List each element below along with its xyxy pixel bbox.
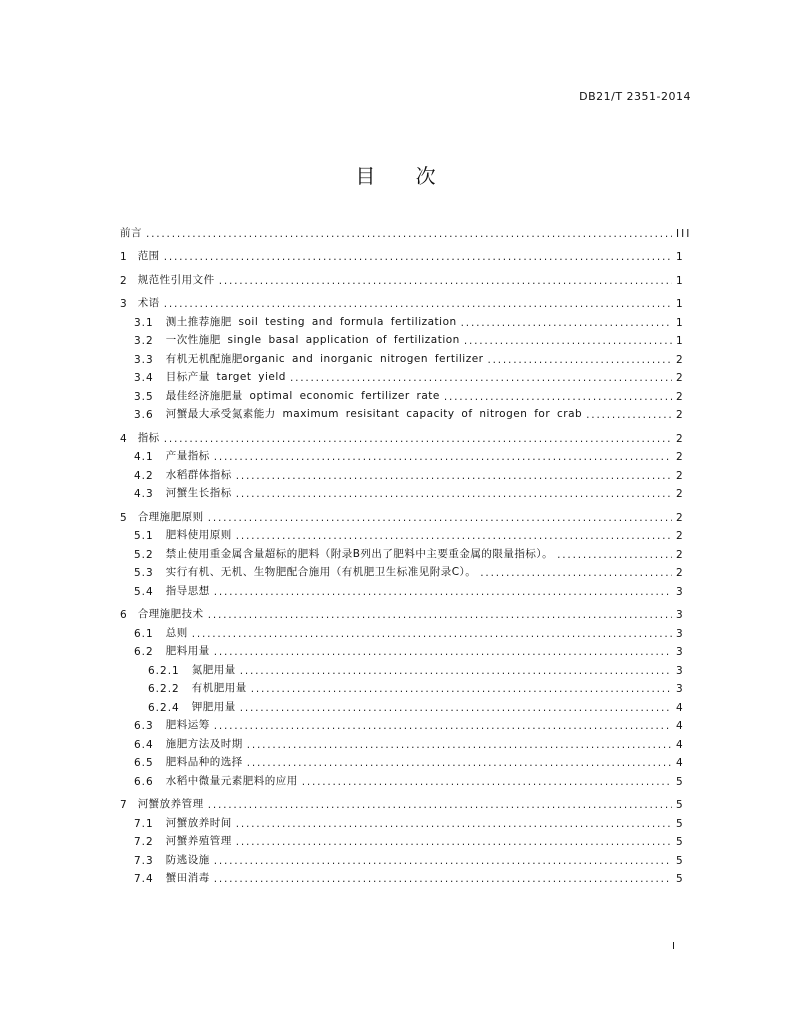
toc-entry-page: 2 xyxy=(676,488,685,500)
toc-entry[interactable] xyxy=(120,426,684,445)
toc-entry-page: 5 xyxy=(676,817,685,830)
toc-entry-page: 2 xyxy=(676,548,685,561)
toc-dot-leader xyxy=(164,433,672,445)
toc-entry[interactable] xyxy=(120,621,684,640)
toc-entry[interactable] xyxy=(120,245,684,264)
toc-entry-number: 4.2 xyxy=(134,469,154,482)
toc-entry-page: 1 xyxy=(676,274,685,287)
toc-entry-page: 5 xyxy=(676,873,685,885)
toc-entry[interactable] xyxy=(120,384,684,403)
toc-entry[interactable] xyxy=(120,524,684,543)
toc-entry-page: 4 xyxy=(676,757,685,769)
toc-entry-number: 6.2.4 xyxy=(148,701,180,714)
toc-dot-leader xyxy=(557,549,672,561)
toc-entry-title: 水稻中微量元素肥料的应用 xyxy=(165,774,298,787)
toc-entry-number: 5.1 xyxy=(134,530,154,542)
toc-entry-number: 7.2 xyxy=(134,836,154,848)
toc-dot-leader xyxy=(464,335,672,347)
toc-entry-page: 2 xyxy=(676,372,685,384)
toc-dot-leader xyxy=(208,799,672,811)
toc-dot-leader xyxy=(586,409,672,421)
toc-entry[interactable] xyxy=(120,751,684,770)
toc-entry-number: 6.6 xyxy=(134,775,154,788)
toc-entry-number: 3.5 xyxy=(134,390,154,403)
toc-entry-title: 术语 xyxy=(137,297,160,309)
toc-entry-page: 1 xyxy=(676,316,685,329)
toc-dot-leader xyxy=(251,683,672,695)
toc-entry[interactable] xyxy=(120,366,684,385)
toc-entry[interactable] xyxy=(120,221,692,240)
toc-entry-number: 6.4 xyxy=(134,738,154,751)
toc-dot-leader xyxy=(240,702,672,714)
toc-entry[interactable] xyxy=(120,542,684,561)
toc-entry[interactable] xyxy=(120,292,684,311)
toc-dot-leader xyxy=(236,818,672,830)
toc-dot-leader xyxy=(236,836,672,848)
toc-entry-title: 指标 xyxy=(137,431,160,444)
toc-entry[interactable] xyxy=(120,445,684,464)
toc-entry-page: 2 xyxy=(676,469,685,482)
toc-entry-number: 3 xyxy=(120,298,128,310)
toc-entry[interactable] xyxy=(120,603,684,622)
toc-dot-leader xyxy=(247,739,672,751)
toc-entry-page: 2 xyxy=(676,511,685,524)
toc-dot-leader xyxy=(247,757,672,769)
toc-entry-title: 河蟹生长指标 xyxy=(165,487,232,499)
toc-entry-title: 河蟹最大承受氮素能力 maximum resisitant capacity of nitrogen for crab xyxy=(165,408,583,420)
toc-entry-page: 3 xyxy=(676,646,685,658)
toc-entry-number: 6.2 xyxy=(134,646,154,658)
toc-entry-page: 1 xyxy=(676,298,685,310)
toc-entry[interactable] xyxy=(120,347,684,366)
toc-dot-leader xyxy=(488,354,673,366)
toc-dot-leader xyxy=(214,451,672,463)
toc-entry-page: 5 xyxy=(676,799,685,811)
toc-entry-number: 6.3 xyxy=(134,720,154,732)
toc-entry-number: 5.4 xyxy=(134,585,154,598)
toc-entry-number: 3.1 xyxy=(134,316,154,329)
toc-dot-leader xyxy=(164,251,672,263)
toc-dot-leader xyxy=(208,609,672,621)
toc-entry-number: 6.5 xyxy=(134,757,154,769)
toc-entry-page: 2 xyxy=(676,409,685,421)
toc-dot-leader xyxy=(214,873,672,885)
toc-entry-page: 3 xyxy=(676,609,685,621)
toc-dot-leader xyxy=(444,391,672,403)
toc-entry-title: 防逃设施 xyxy=(165,853,210,866)
toc-entry[interactable] xyxy=(120,811,684,830)
toc-dot-leader xyxy=(192,628,672,640)
toc-entry-title: 河蟹养殖管理 xyxy=(165,835,232,847)
toc-entry-number: 6.2.1 xyxy=(148,664,180,677)
toc-entry[interactable] xyxy=(120,848,684,867)
toc-entry-page: 3 xyxy=(676,683,685,695)
toc-entry-title: 实行有机、无机、生物肥配合施用（有机肥卫生标准见附录C）。 xyxy=(165,566,477,578)
toc-entry[interactable] xyxy=(120,403,684,422)
toc-dot-leader xyxy=(219,275,672,287)
toc-entry[interactable] xyxy=(120,268,684,287)
toc-entry-number: 7.1 xyxy=(134,817,154,830)
toc-entry-page: 4 xyxy=(676,738,685,751)
toc-entry-number: 7.4 xyxy=(134,873,154,885)
toc-entry[interactable] xyxy=(120,579,684,598)
toc-entry-title: 合理施肥技术 xyxy=(137,608,204,620)
toc-entry-number: 3.2 xyxy=(134,335,154,347)
toc-entry[interactable] xyxy=(120,867,684,886)
toc-dot-leader xyxy=(146,228,672,240)
toc-entry-title: 前言 xyxy=(120,226,142,239)
toc-entry-number: 3.3 xyxy=(134,353,154,366)
toc-entry-number: 2 xyxy=(120,274,128,287)
toc-dot-leader xyxy=(164,298,672,310)
toc-entry-page: 3 xyxy=(676,627,685,640)
toc-dot-leader xyxy=(480,567,672,579)
toc-entry-title: 钾肥用量 xyxy=(191,700,236,713)
toc-entry-page: 5 xyxy=(676,775,685,788)
toc-entry-page: 3 xyxy=(676,585,685,598)
toc-entry-title: 范围 xyxy=(137,250,160,262)
toc-entry-page: 1 xyxy=(676,335,685,347)
toc-dot-leader xyxy=(461,317,672,329)
toc-entry-page: 3 xyxy=(676,664,685,677)
toc-entry-title: 合理施肥原则 xyxy=(137,510,204,523)
toc-dot-leader xyxy=(302,776,672,788)
toc-dot-leader xyxy=(214,720,672,732)
page-number: I xyxy=(672,941,675,952)
toc-entry-title: 有机肥用量 xyxy=(191,682,247,694)
toc-entry-number: 7.3 xyxy=(134,854,154,867)
toc-entry-title: 肥料运筹 xyxy=(165,719,210,731)
toc-entry-title: 肥料使用原则 xyxy=(165,529,232,541)
toc-entry-number: 6 xyxy=(120,609,128,621)
toc-entry-number: 5 xyxy=(120,511,128,524)
page-title: 目 次 xyxy=(355,164,436,188)
toc-entry-title: 产量指标 xyxy=(165,450,210,462)
toc-dot-leader xyxy=(208,512,672,524)
toc-entry-number: 4.1 xyxy=(134,451,154,463)
toc-entry[interactable] xyxy=(120,677,684,696)
toc-entry-title: 河蟹放养管理 xyxy=(137,798,204,810)
toc-entry-title: 最佳经济施肥量 optimal economic fertilizer rate xyxy=(165,389,440,402)
toc-entry-title: 有机无机配施肥organic and inorganic nitrogen fertilizer xyxy=(165,352,484,365)
toc-dot-leader xyxy=(290,372,672,384)
toc-entry-title: 蟹田消毒 xyxy=(165,872,210,884)
toc-entry-title: 总则 xyxy=(165,626,188,639)
toc-entry-page: 2 xyxy=(676,451,685,463)
toc-entry-page: 5 xyxy=(676,854,685,867)
toc-entry[interactable] xyxy=(120,732,684,751)
table-of-contents xyxy=(120,221,692,885)
toc-entry-page: 2 xyxy=(676,353,685,366)
toc-entry-page: 2 xyxy=(676,530,685,542)
toc-entry-number: 4 xyxy=(120,432,128,445)
toc-entry-page: III xyxy=(676,227,692,240)
toc-entry-title: 规范性引用文件 xyxy=(137,273,215,286)
toc-entry-number: 5.3 xyxy=(134,567,154,579)
toc-entry[interactable] xyxy=(120,769,684,788)
toc-entry-title: 指导思想 xyxy=(165,584,210,597)
toc-entry[interactable] xyxy=(120,329,684,348)
toc-entry-title: 水稻群体指标 xyxy=(165,468,232,481)
toc-entry-title: 肥料用量 xyxy=(165,645,210,657)
toc-entry-number: 6.1 xyxy=(134,627,154,640)
toc-entry-page: 2 xyxy=(676,567,685,579)
toc-entry-number: 6.2.2 xyxy=(148,683,180,695)
toc-entry-number: 1 xyxy=(120,251,128,263)
toc-entry[interactable] xyxy=(120,640,684,659)
toc-entry[interactable] xyxy=(120,310,684,329)
toc-entry[interactable] xyxy=(120,793,684,812)
toc-entry[interactable] xyxy=(120,482,684,501)
toc-entry-page: 2 xyxy=(676,432,685,445)
toc-entry-title: 河蟹放养时间 xyxy=(165,816,232,829)
toc-entry-number: 3.6 xyxy=(134,409,154,421)
toc-entry[interactable] xyxy=(120,505,684,524)
toc-entry-page: 1 xyxy=(676,251,685,263)
document-code: DB21/T 2351-2014 xyxy=(579,90,691,103)
toc-entry-title: 肥料品种的选择 xyxy=(165,756,243,768)
toc-entry-number: 4.3 xyxy=(134,488,154,500)
toc-entry-title: 目标产量 target yield xyxy=(165,371,286,383)
toc-dot-leader xyxy=(214,646,672,658)
toc-dot-leader xyxy=(236,488,672,500)
toc-entry-title: 一次性施肥 single basal application of fertilization xyxy=(165,334,460,346)
toc-entry[interactable] xyxy=(120,658,684,677)
toc-entry[interactable] xyxy=(120,695,684,714)
toc-entry-title: 施肥方法及时期 xyxy=(165,737,243,750)
toc-entry-page: 4 xyxy=(676,720,685,732)
toc-entry-title: 禁止使用重金属含量超标的肥料（附录B列出了肥料中主要重金属的限量指标）。 xyxy=(165,547,554,560)
toc-entry-page: 2 xyxy=(676,390,685,403)
toc-entry-number: 5.2 xyxy=(134,548,154,561)
toc-entry-page: 4 xyxy=(676,701,685,714)
toc-dot-leader xyxy=(236,470,672,482)
toc-entry[interactable] xyxy=(120,561,684,580)
toc-entry-page: 5 xyxy=(676,836,685,848)
toc-entry-number: 3.4 xyxy=(134,372,154,384)
toc-dot-leader xyxy=(214,855,672,867)
toc-entry-title: 测土推荐施肥 soil testing and formula fertilization xyxy=(165,315,457,328)
toc-dot-leader xyxy=(240,665,672,677)
toc-entry[interactable] xyxy=(120,830,684,849)
toc-entry-title: 氮肥用量 xyxy=(191,663,236,676)
toc-dot-leader xyxy=(236,530,672,542)
toc-entry[interactable] xyxy=(120,463,684,482)
toc-dot-leader xyxy=(214,586,672,598)
toc-entry-number: 7 xyxy=(120,799,128,811)
toc-entry[interactable] xyxy=(120,714,684,733)
